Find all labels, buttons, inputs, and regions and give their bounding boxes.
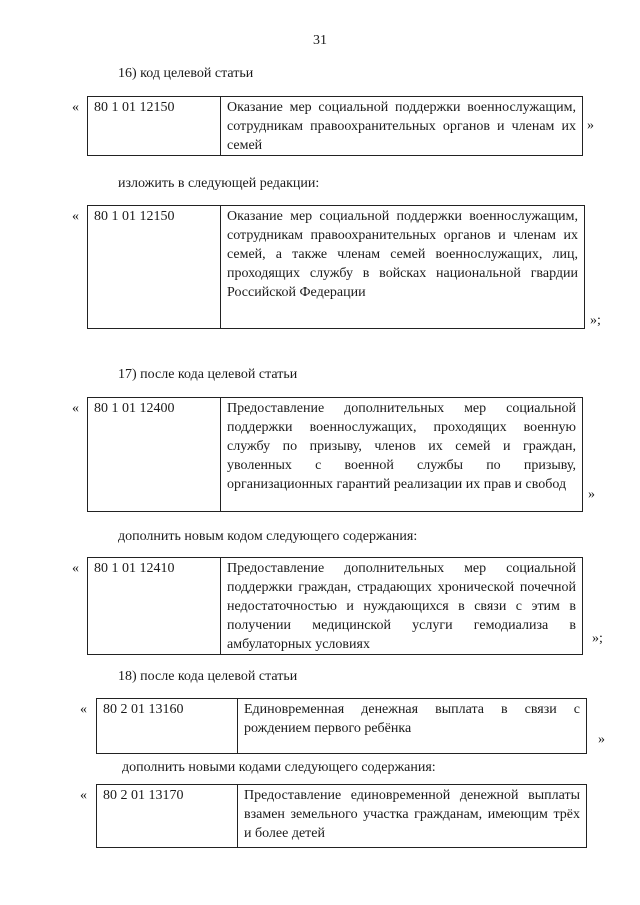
section-18-old-table xyxy=(96,698,587,754)
table-row xyxy=(88,97,583,156)
section-16-old-block xyxy=(72,96,620,154)
section-17-old-block xyxy=(72,397,620,513)
target-code-cell: 80 1 01 12400 xyxy=(88,398,221,512)
target-code-cell: 80 2 01 13160 xyxy=(97,699,238,754)
target-code-cell: 80 1 01 12410 xyxy=(88,558,221,655)
section-18-instruction: дополнить новыми кодами следующего содержания: xyxy=(122,760,436,775)
target-description-cell: Единовременная денежная выплата в связи с рождением первого ребёнка xyxy=(238,699,587,754)
section-16-heading: 16) код целевой статьи xyxy=(118,66,254,81)
closing-quote: » xyxy=(587,118,594,133)
table-row xyxy=(97,699,587,754)
section-16-new-table xyxy=(87,205,585,329)
section-16-new-block xyxy=(72,205,620,331)
table-row xyxy=(88,206,585,329)
target-code-cell: 80 1 01 12150 xyxy=(88,97,221,156)
opening-quote: « xyxy=(72,401,79,416)
opening-quote: « xyxy=(80,702,87,717)
section-17-heading: 17) после кода целевой статьи xyxy=(118,367,298,382)
table-row xyxy=(88,558,583,655)
opening-quote: « xyxy=(80,788,87,803)
section-18-new-table xyxy=(96,784,587,848)
target-description-cell: Предоставление дополнительных мер социальной поддержки военнослужащих, проходящих военную службу по призыву, членов их семей и граждан, уволенных с военной службы по призыву, организационных гарантий реализации их прав и свобод xyxy=(221,398,583,512)
target-code-cell: 80 2 01 13170 xyxy=(97,785,238,848)
section-16-old-table xyxy=(87,96,583,156)
section-16-instruction: изложить в следующей редакции: xyxy=(118,176,320,191)
closing-quote: » xyxy=(598,732,605,747)
section-17-new-block xyxy=(72,557,620,652)
target-description-cell: Оказание мер социальной поддержки военнослужащим, сотрудникам правоохранительных органов и членам их семей, а также членам семей военнослужащих, лиц, проходящих службу в войсках национальной гвардии Российской Федерации xyxy=(221,206,585,329)
target-description-cell: Предоставление единовременной денежной выплаты взамен земельного участка гражданам, имеющим трёх и более детей xyxy=(238,785,587,848)
opening-quote: « xyxy=(72,209,79,224)
section-17-instruction: дополнить новым кодом следующего содержания: xyxy=(118,529,418,544)
table-row xyxy=(97,785,587,848)
target-description-cell: Предоставление дополнительных мер социальной поддержки граждан, страдающих хронической почечной недостаточностью и нуждающихся в связи с этим в получении медицинской услуги гемодиализа в амбулаторных условиях xyxy=(221,558,583,655)
section-17-new-table xyxy=(87,557,583,655)
page-number: 31 xyxy=(313,33,327,48)
section-18-heading: 18) после кода целевой статьи xyxy=(118,669,298,684)
table-row xyxy=(88,398,583,512)
closing-quote: »; xyxy=(590,313,601,328)
closing-quote: »; xyxy=(592,631,603,646)
section-17-old-table xyxy=(87,397,583,512)
section-18-old-block xyxy=(72,698,620,754)
closing-quote: » xyxy=(588,487,595,502)
section-18-new-block xyxy=(72,784,620,848)
opening-quote: « xyxy=(72,561,79,576)
target-description-cell: Оказание мер социальной поддержки военнослужащим, сотрудникам правоохранительных органов и членам их семей xyxy=(221,97,583,156)
target-code-cell: 80 1 01 12150 xyxy=(88,206,221,329)
opening-quote: « xyxy=(72,100,79,115)
